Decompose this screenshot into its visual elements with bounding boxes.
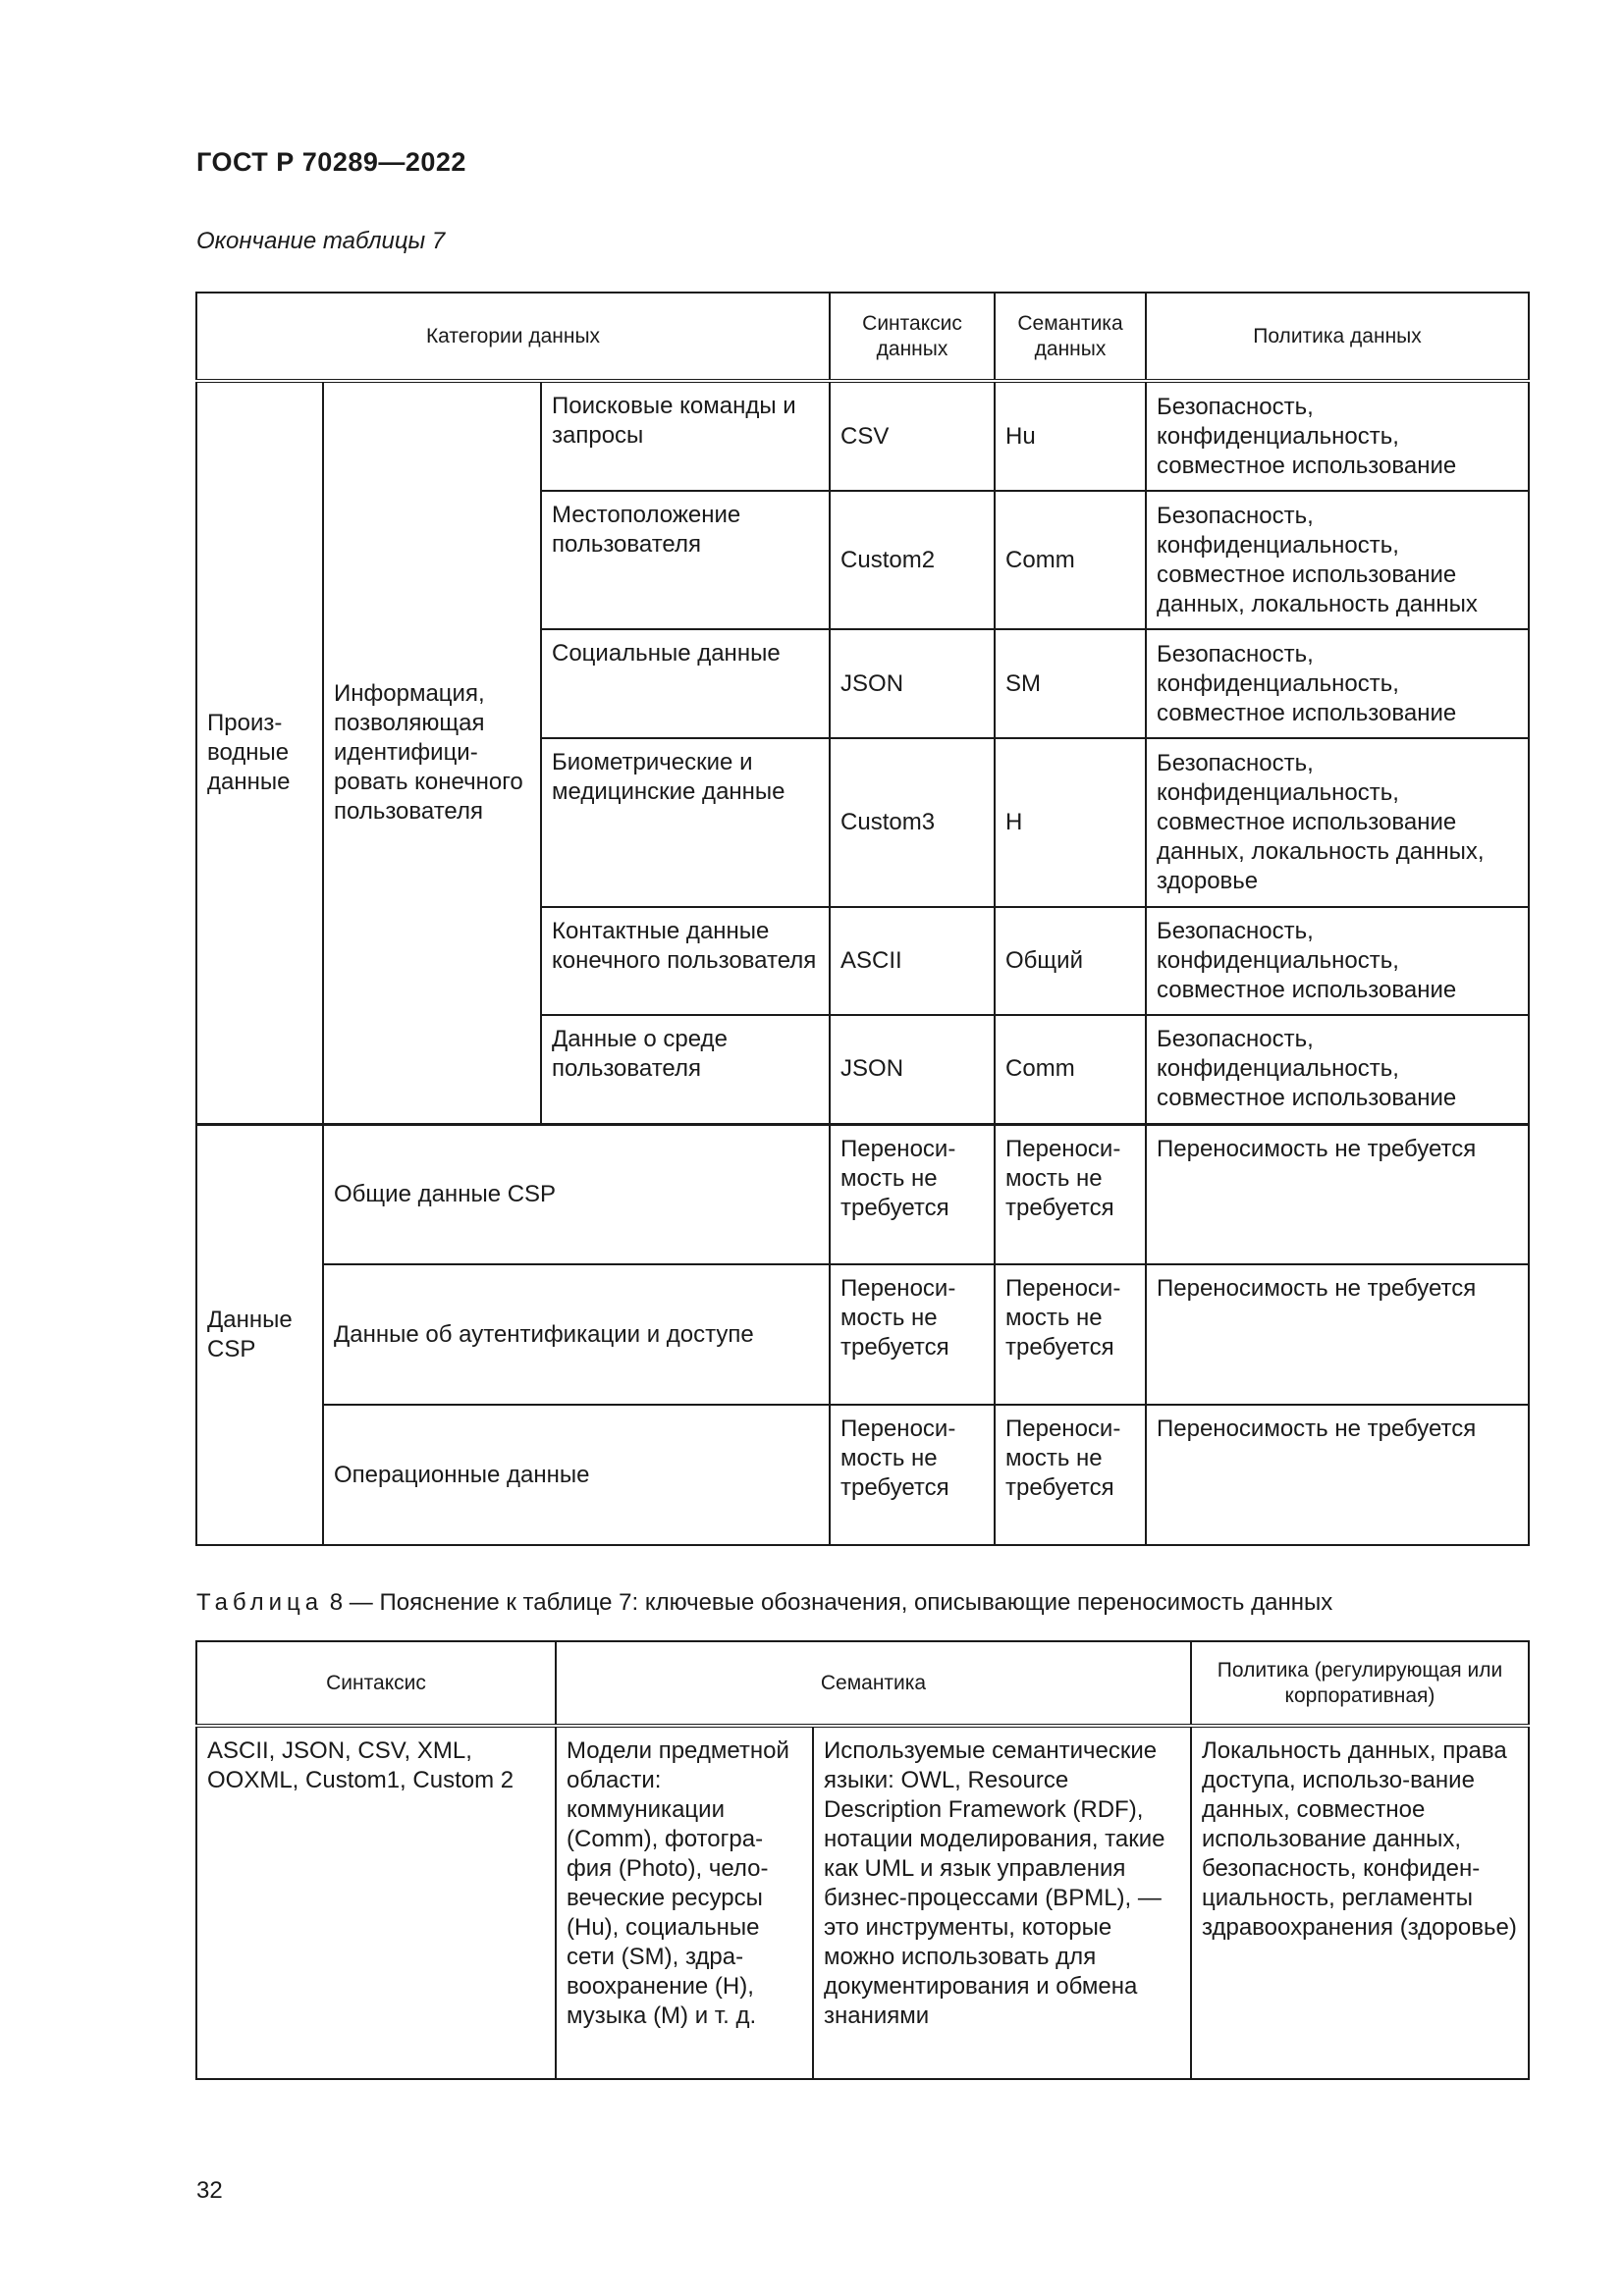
policy-cell: Безопасность, конфиденциальность, совместное использование <box>1146 629 1529 738</box>
table-8-caption <box>196 1589 1332 1617</box>
syntax-cell: Переноси-мость не требуется <box>830 1405 995 1545</box>
syntax-cell: JSON <box>830 629 995 738</box>
domain-models-cell: Модели предметной области: коммуникации (Comm), фотогра-фия (Photo), чело-веческие ресурсы (Hu), социальные сети (SM), здра-воохранение (H), музыка (M) и т. д. <box>556 1726 813 2079</box>
category-cell: Общие данные CSP <box>323 1124 830 1264</box>
header-categories: Категории данных <box>196 293 830 381</box>
subgroup-label-identifying: Информация, позволяющая идентифици-ровать конечного пользователя <box>323 381 541 1124</box>
semantics-cell: Переноси-мость не требуется <box>995 1405 1146 1545</box>
syntax-cell: Переноси-мость не требуется <box>830 1124 995 1264</box>
policy-cell: Безопасность, конфиденциальность, совместное использование <box>1146 907 1529 1015</box>
syntax-cell: Custom3 <box>830 738 995 907</box>
category-cell: Местоположение пользователя <box>541 491 830 629</box>
page-number: 32 <box>196 2177 223 2204</box>
policy-cell: Переносимость не требуется <box>1146 1264 1529 1405</box>
semantics-cell: Переноси-мость не требуется <box>995 1264 1146 1405</box>
policy-cell: Локальность данных, права доступа, использо-вание данных, совместное использование данных, безопасность, конфиден-циальность, регламенты здравоохранения (здоровье) <box>1191 1726 1529 2079</box>
category-cell: Данные об аутентификации и доступе <box>323 1264 830 1405</box>
syntax-cell: Custom2 <box>830 491 995 629</box>
category-cell: Контактные данные конечного пользователя <box>541 907 830 1015</box>
syntax-cell: CSV <box>830 381 995 491</box>
semantics-cell: Общий <box>995 907 1146 1015</box>
semantics-cell: SM <box>995 629 1146 738</box>
header-semantics: Семантика <box>556 1641 1191 1726</box>
semantics-cell: Hu <box>995 381 1146 491</box>
policy-cell: Переносимость не требуется <box>1146 1124 1529 1264</box>
header-syntax: Синтаксис данных <box>830 293 995 381</box>
header-syntax: Синтаксис <box>196 1641 556 1726</box>
header-semantics: Семантика данных <box>995 293 1146 381</box>
category-cell: Операционные данные <box>323 1405 830 1545</box>
category-cell: Данные о среде пользователя <box>541 1015 830 1124</box>
semantic-languages-cell: Используемые семантические языки: OWL, Resource Description Framework (RDF), нотации моделирования, такие как UML и язык управления бизнес-процессами (BPML), — это инструменты, которые можно использовать для документирования и обмена знаниями <box>813 1726 1191 2079</box>
header-policy: Политика (регулирующая или корпоративная) <box>1191 1641 1529 1726</box>
semantics-cell: Переноси-мость не требуется <box>995 1124 1146 1264</box>
syntax-cell: JSON <box>830 1015 995 1124</box>
semantics-cell: H <box>995 738 1146 907</box>
syntax-cell: ASCII <box>830 907 995 1015</box>
semantics-cell: Comm <box>995 491 1146 629</box>
group-label-derived: Произ-водные данные <box>196 381 323 1124</box>
category-cell: Поисковые команды и запросы <box>541 381 830 491</box>
document-header: ГОСТ Р 70289—2022 <box>196 147 466 177</box>
policy-cell: Безопасность, конфиденциальность, совместное использование данных, локальность данных <box>1146 491 1529 629</box>
table-8 <box>195 1640 1530 2080</box>
syntax-cell: Переноси-мость не требуется <box>830 1264 995 1405</box>
policy-cell: Безопасность, конфиденциальность, совместное использование <box>1146 381 1529 491</box>
table-continuation-label: Окончание таблицы 7 <box>196 228 446 254</box>
header-policy: Политика данных <box>1146 293 1529 381</box>
syntax-cell: ASCII, JSON, CSV, XML, OOXML, Custom1, Custom 2 <box>196 1726 556 2079</box>
category-cell: Биометрические и медицинские данные <box>541 738 830 907</box>
table-7 <box>195 292 1530 1546</box>
semantics-cell: Comm <box>995 1015 1146 1124</box>
group-label-csp: Данные CSP <box>196 1124 323 1545</box>
category-cell: Социальные данные <box>541 629 830 738</box>
table-8-caption-text: 8 — Пояснение к таблице 7: ключевые обозначения, описывающие переносимость данных <box>329 1589 1333 1616</box>
policy-cell: Безопасность, конфиденциальность, совместное использование <box>1146 1015 1529 1124</box>
policy-cell: Переносимость не требуется <box>1146 1405 1529 1545</box>
table-8-caption-prefix: Таблица <box>196 1589 324 1616</box>
policy-cell: Безопасность, конфиденциальность, совместное использование данных, локальность данных, здоровье <box>1146 738 1529 907</box>
